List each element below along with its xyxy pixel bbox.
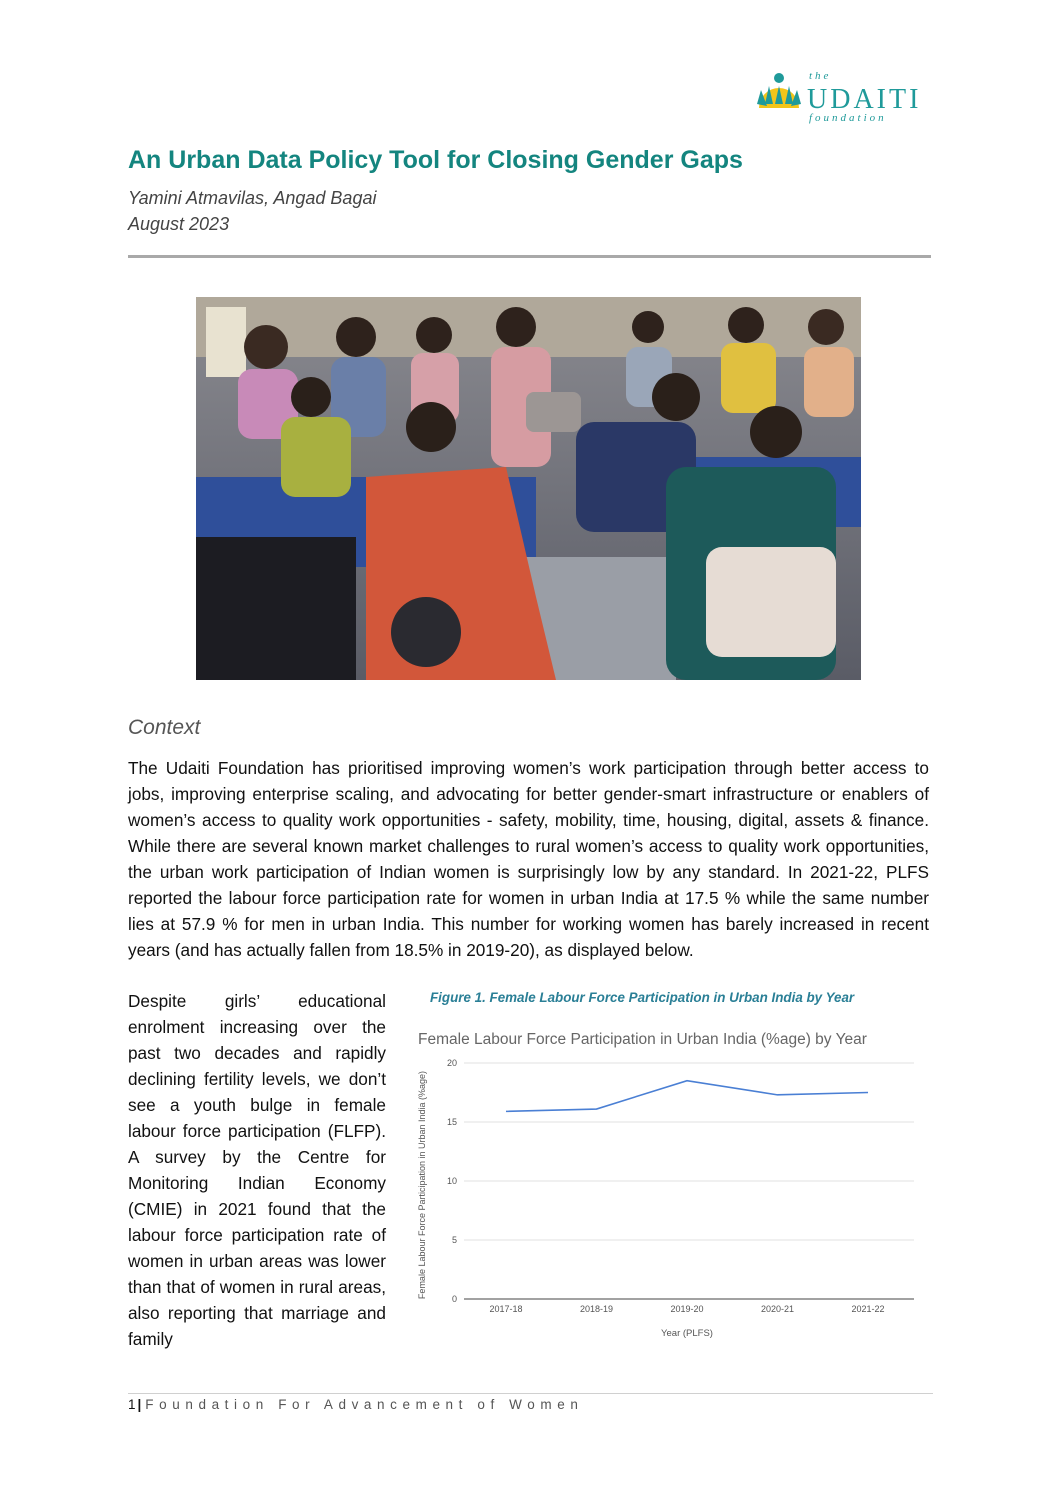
header-divider [128,255,931,258]
footer-divider [128,1393,933,1394]
cover-photo [196,297,861,680]
left-column-paragraph: Despite girls’ educational enrolment increasing over the past two decades and rapidly declining fertility levels, we don’t see a youth bulge in female labour force participation (FLFP). A survey by the Centre for Monitoring Indian Economy (CMIE) in 2021 found that the labour force participation rate of women in urban areas was lower than that of women in rural areas, also reporting that marriage and family [128,991,386,1349]
udaiti-sun-icon [755,70,803,130]
chart-y-tick-label: 0 [451,1294,457,1304]
footer-text: Foundation For Advancement of Women [145,1397,584,1412]
section-heading-context: Context [128,716,201,739]
chart-y-axis-label: Female Labour Force Participation in Urban India (%age) [417,1070,427,1300]
chart-title: Female Labour Force Participation in Urban India (%age) by Year [418,1031,867,1048]
chart-x-axis-label: Year (PLFS) [661,1328,713,1339]
logo-wordmark: UDAITI [807,84,922,115]
flfp-line-chart [412,1022,922,1344]
chart-y-tick-label: 15 [446,1117,457,1127]
chart-x-tick-label: 2020-21 [760,1304,795,1314]
chart-x-tick-label: 2019-20 [670,1304,704,1314]
chart-series-line [506,1081,868,1112]
document-title: An Urban Data Policy Tool for Closing Gender Gaps [128,146,743,174]
logo-foundation-text: foundation [809,112,887,124]
page-footer [128,1397,583,1412]
chart-x-tick-label: 2017-18 [489,1304,523,1314]
udaiti-logo [755,70,925,130]
chart-y-tick-label: 10 [446,1176,457,1186]
context-paragraph: The Udaiti Foundation has prioritised improving women’s work participation through better access to jobs, improving enterprise scaling, and advocating for better gender-smart infrastructure or enablers of women’s access to quality work opportunities - safety, mobility, time, housing, digital, assets & finance. While there are several known market challenges to rural women’s access to quality work opportunities, the urban work participation of Indian women is surprisingly low by any standard. In 2021-22, PLFS reported the labour force participation rate for women in urban India at 17.5 % while the same number lies at 57.9 % for men in urban India. This number for working women has barely increased in recent years (and has actually fallen from 18.5% in 2019-20), as displayed below. [128,758,929,960]
document-date: August 2023 [128,214,230,234]
chart-y-tick-label: 20 [446,1058,457,1068]
chart-x-tick-label: 2018-19 [579,1304,614,1314]
document-authors: Yamini Atmavilas, Angad Bagai [128,188,377,208]
chart-x-tick-label: 2021-22 [851,1304,885,1314]
commuter-train-photo-illustration [196,297,861,680]
chart-y-tick-label: 5 [451,1235,457,1245]
logo-the-text: the [809,70,832,82]
page-number: 1 [128,1397,136,1412]
footer-separator: | [137,1397,142,1412]
figure-caption: Figure 1. Female Labour Force Participation in Urban India by Year [430,990,855,1005]
chart-svg [412,1022,922,1344]
